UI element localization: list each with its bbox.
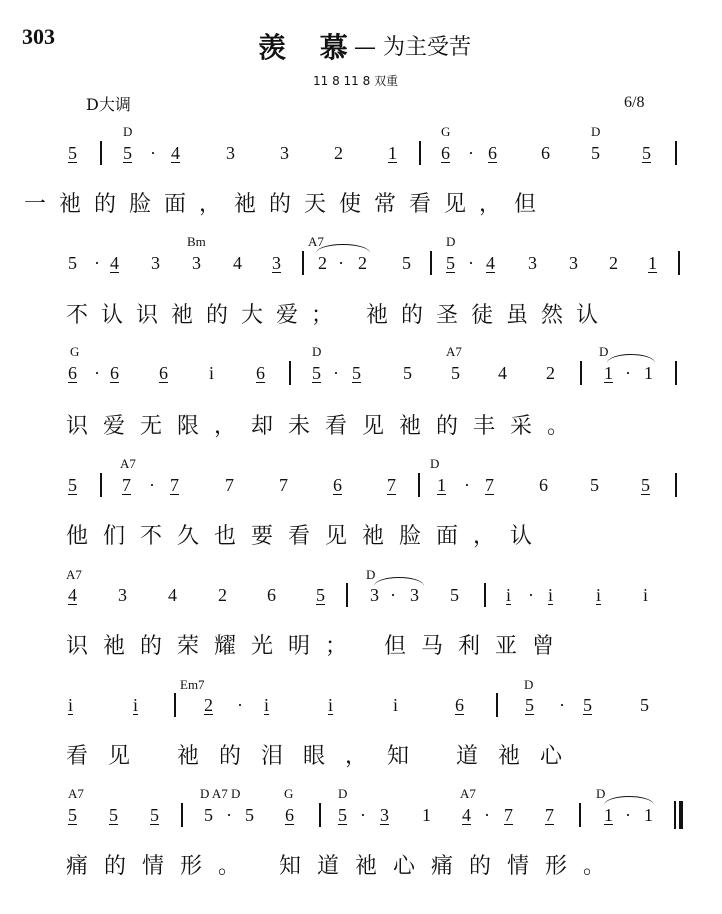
final-bar-line-thin [674, 801, 676, 829]
bar-line [430, 251, 432, 275]
note: 6 [68, 363, 77, 383]
note: 1 [604, 363, 613, 383]
note: i [209, 363, 215, 383]
note: 5 [109, 805, 118, 825]
note: 6 [539, 475, 548, 495]
chord: D [338, 786, 348, 801]
note: 5 [68, 805, 77, 825]
note: 3 [280, 143, 289, 163]
key-signature: D大调 [86, 95, 131, 114]
bar-line [289, 361, 291, 385]
note: i [133, 695, 139, 715]
note: · [528, 585, 534, 605]
note: 6 [488, 143, 497, 163]
tie [607, 354, 655, 363]
note: 7 [545, 805, 554, 825]
note: 2 [218, 585, 227, 605]
chord: A7 [68, 786, 84, 801]
hymn-number: 303 [22, 24, 55, 49]
note: 5 [402, 253, 411, 273]
note: 6 [159, 363, 168, 383]
note: 5 [68, 143, 77, 163]
note: 3 [272, 253, 281, 273]
bar-line [302, 251, 304, 275]
note: 1 [437, 475, 446, 495]
chord: D [599, 344, 609, 359]
note: 5 [352, 363, 361, 383]
note: 5 [642, 143, 651, 163]
time-signature: 6/8 [624, 94, 645, 111]
note: 5 [641, 475, 650, 495]
note: 6 [285, 805, 294, 825]
note: 5 [640, 695, 649, 715]
note: 4 [68, 585, 77, 605]
note: 5 [590, 475, 599, 495]
note: 1 [422, 805, 431, 825]
note: 3 [380, 805, 389, 825]
note: 7 [122, 475, 131, 495]
note: 6 [256, 363, 265, 383]
bar-line [579, 803, 581, 827]
note: i [548, 585, 554, 605]
note: 1 [644, 805, 653, 825]
chord: A7 [460, 786, 476, 801]
note: 7 [225, 475, 234, 495]
note: 2 [318, 253, 327, 273]
note: 1 [604, 805, 613, 825]
note: 2 [546, 363, 555, 383]
note: 4 [486, 253, 495, 273]
lyric-line: 不认识祂的大爱； 祂的圣徒虽然认 [66, 303, 611, 328]
note: 6 [441, 143, 450, 163]
note: 3 [151, 253, 160, 273]
note: · [94, 253, 100, 273]
note: 1 [388, 143, 397, 163]
note: 5 [123, 143, 132, 163]
note: 2 [609, 253, 618, 273]
bar-line [174, 693, 176, 717]
note: 5 [591, 143, 600, 163]
note: 4 [171, 143, 180, 163]
chord: D [312, 344, 322, 359]
chord: G [441, 124, 451, 139]
note: i [506, 585, 512, 605]
note: 7 [485, 475, 494, 495]
note: · [360, 805, 366, 825]
note: · [464, 475, 470, 495]
note: · [149, 475, 155, 495]
chord: D [596, 786, 606, 801]
chord: A7 [66, 567, 82, 582]
chord: A7 [446, 344, 462, 359]
note: 3 [370, 585, 379, 605]
note: 5 [403, 363, 412, 383]
note: 2 [358, 253, 367, 273]
note: 3 [528, 253, 537, 273]
note: · [237, 695, 243, 715]
note: 5 [338, 805, 347, 825]
note: 3 [569, 253, 578, 273]
bar-line [580, 361, 582, 385]
note: 6 [333, 475, 342, 495]
note: 6 [541, 143, 550, 163]
bar-line [678, 251, 680, 275]
note: 4 [168, 585, 177, 605]
note: 2 [204, 695, 213, 715]
note: 3 [192, 253, 201, 273]
chord: Em7 [180, 677, 205, 692]
chord: D [524, 677, 534, 692]
bar-line [418, 473, 420, 497]
chord: A7 [308, 234, 324, 249]
note: 5 [316, 585, 325, 605]
note: 7 [279, 475, 288, 495]
note: 5 [312, 363, 321, 383]
note: · [625, 363, 631, 383]
note: 7 [504, 805, 513, 825]
note: 5 [245, 805, 254, 825]
lyric-line: 一祂的脸面，祂的天使常看见，但 [24, 192, 550, 217]
note: 5 [450, 585, 459, 605]
note: · [559, 695, 565, 715]
note: 4 [498, 363, 507, 383]
note: 5 [150, 805, 159, 825]
note: 5 [204, 805, 213, 825]
bar-line [419, 141, 421, 165]
bar-line [346, 583, 348, 607]
note: 5 [446, 253, 455, 273]
chord: D [446, 234, 456, 249]
final-bar-line-thick [679, 801, 683, 829]
note: · [333, 363, 339, 383]
note: 5 [68, 253, 77, 273]
chord: G [284, 786, 294, 801]
note: 6 [267, 585, 276, 605]
lyric-line: 他们不久也要看见祂脸面，认 [66, 524, 548, 549]
note: i [264, 695, 270, 715]
note: 7 [170, 475, 179, 495]
lyric-line: 识祂的荣耀光明； 但马利亚曾 [66, 634, 569, 659]
chord: D [430, 456, 440, 471]
chord: G [70, 344, 80, 359]
tie [604, 796, 654, 805]
note: i [643, 585, 649, 605]
note: 2 [334, 143, 343, 163]
note: i [68, 695, 74, 715]
chord: Bm [187, 234, 206, 249]
note: 5 [583, 695, 592, 715]
bar-line [181, 803, 183, 827]
note: 5 [451, 363, 460, 383]
note: · [226, 805, 232, 825]
bar-line [675, 141, 677, 165]
chord: D A7 D [200, 786, 241, 801]
bar-line [100, 141, 102, 165]
note: · [484, 805, 490, 825]
note: 3 [226, 143, 235, 163]
lyric-line: 识爱无限，却未看见祂的丰采。 [66, 414, 585, 439]
note: i [393, 695, 399, 715]
chord: D [591, 124, 601, 139]
bar-line [675, 361, 677, 385]
note: 1 [644, 363, 653, 383]
note: · [625, 805, 631, 825]
note: 1 [648, 253, 657, 273]
note: 4 [233, 253, 242, 273]
note: 7 [387, 475, 396, 495]
note: 6 [110, 363, 119, 383]
note: 4 [462, 805, 471, 825]
lyric-line: 看见 祂的泪眼，知 道祂心 [66, 744, 582, 769]
hymn-title: 羡 慕 [258, 31, 360, 64]
chord: A7 [120, 456, 136, 471]
lyric-line: 痛的情形。 知道祂心痛的情形。 [66, 854, 621, 879]
bar-line [484, 583, 486, 607]
meter: 11 8 11 8 双重 [313, 74, 399, 88]
chord: D [123, 124, 133, 139]
note: 3 [410, 585, 419, 605]
note: · [468, 253, 474, 273]
tie [316, 244, 370, 253]
hymn-subtitle: — 为主受苦 [354, 35, 471, 60]
note: · [338, 253, 344, 273]
note: 3 [118, 585, 127, 605]
bar-line [675, 473, 677, 497]
note: · [390, 585, 396, 605]
bar-line [100, 473, 102, 497]
chord: D [366, 567, 376, 582]
note: i [328, 695, 334, 715]
note: 4 [110, 253, 119, 273]
note: i [596, 585, 602, 605]
note: · [150, 143, 156, 163]
note: 5 [68, 475, 77, 495]
bar-line [496, 693, 498, 717]
note: · [468, 143, 474, 163]
note: · [94, 363, 100, 383]
note: 5 [525, 695, 534, 715]
bar-line [319, 803, 321, 827]
note: 6 [455, 695, 464, 715]
